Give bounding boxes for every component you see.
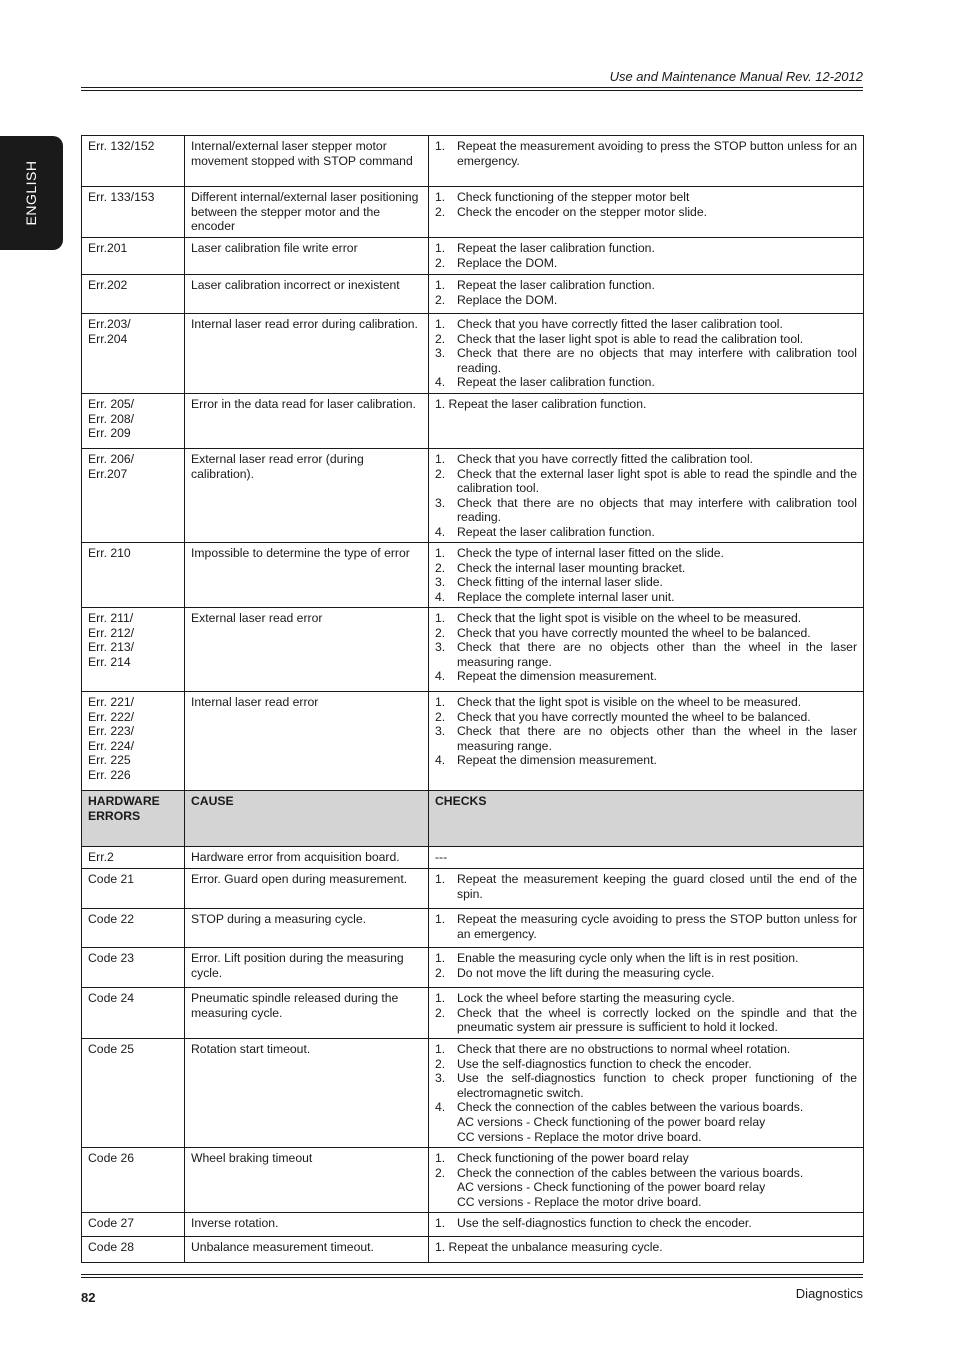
check-item: [435, 278, 857, 293]
error-code: Err.203/: [88, 317, 131, 331]
check-text: Replace the DOM.: [457, 292, 558, 307]
error-code: Code 26: [88, 1151, 135, 1165]
error-code: Code 23: [88, 951, 135, 965]
section-name: Diagnostics: [795, 1286, 863, 1301]
cause-text: Hardware error from acquisition board.: [191, 850, 400, 864]
checks-cell: [429, 187, 864, 238]
checks-cell: [429, 692, 864, 791]
cause-cell: [185, 449, 429, 543]
cause-cell: [185, 1213, 429, 1237]
check-text: Check that you have correctly mounted the wheel to be balanced.: [457, 709, 811, 724]
check-text: Enable the measuring cycle only when the lift is in rest position.: [457, 951, 799, 965]
header-cause: CAUSE: [185, 791, 429, 847]
check-text: Lock the wheel before starting the measuring cycle.: [457, 991, 735, 1005]
error-code-cell: [82, 869, 185, 909]
check-number: 2.: [435, 292, 446, 307]
error-code-cell: [82, 692, 185, 791]
check-item: [435, 1166, 857, 1210]
check-number: 1.: [435, 278, 446, 292]
check-text: Repeat the laser calibration function.: [457, 241, 655, 255]
cause-text: Internal laser read error: [191, 695, 319, 709]
table-row: [82, 1237, 864, 1263]
error-code: Err.207: [88, 466, 128, 481]
error-code: Err. 212/: [88, 625, 135, 640]
error-code-cell: [82, 948, 185, 988]
check-item: [435, 525, 857, 540]
check-number: 2.: [435, 625, 446, 640]
table-row: [82, 869, 864, 909]
check-number: 3.: [435, 640, 446, 655]
check-item: [435, 991, 857, 1006]
error-code: Code 24: [88, 991, 135, 1005]
table-row: [82, 692, 864, 791]
check-item: [435, 496, 857, 525]
checks-list: [435, 951, 857, 980]
error-code: Err. 213/: [88, 640, 135, 655]
check-text: Repeat the measurement avoiding to press the STOP button unless for an emergency.: [457, 139, 857, 168]
check-text: Check fitting of the internal laser slide.: [457, 575, 663, 590]
check-number: 1.: [435, 1216, 446, 1230]
error-code-cell: [82, 1237, 185, 1263]
check-text: Check that there are no objects that may interfere with calibration tool reading.: [457, 346, 857, 375]
cause-text: STOP during a measuring cycle.: [191, 912, 366, 926]
checks-cell: [429, 948, 864, 988]
table-row: [82, 1039, 864, 1148]
checks-list: [435, 546, 857, 604]
page-number: 82: [81, 1290, 96, 1305]
cause-text: Inverse rotation.: [191, 1216, 279, 1230]
language-tab: [0, 136, 63, 250]
cause-cell: [185, 314, 429, 394]
check-item: [435, 561, 857, 576]
error-code: Err. 222/: [88, 709, 135, 724]
check-text: Check that there are no obstructions to normal wheel rotation.: [457, 1042, 791, 1056]
error-code: Code 22: [88, 912, 135, 926]
cause-text: External laser read error: [191, 611, 323, 625]
check-item: [435, 1042, 857, 1057]
cause-cell: [185, 1039, 429, 1148]
check-text: AC versions - Check functioning of the power board relay: [457, 1180, 766, 1195]
error-code-cell: [82, 1148, 185, 1213]
cause-text: Error in the data read for laser calibration.: [191, 397, 416, 411]
check-number: 3.: [435, 1071, 446, 1086]
check-text: Check the connection of the cables between the various boards.: [457, 1100, 804, 1115]
error-code: Err. 206/: [88, 452, 135, 466]
check-item: [435, 467, 857, 496]
check-text: 1. Repeat the unbalance measuring cycle.: [435, 1240, 663, 1254]
check-item: [435, 375, 857, 390]
cause-text: Pneumatic spindle released during the measuring cycle.: [191, 991, 399, 1020]
table-row: [82, 988, 864, 1039]
cause-cell: [185, 136, 429, 187]
error-code-cell: [82, 136, 185, 187]
cause-cell: [185, 1148, 429, 1213]
check-number: 1.: [435, 872, 446, 886]
check-text: ---: [435, 850, 448, 864]
check-number: 2.: [435, 965, 446, 980]
check-number: 2.: [435, 560, 446, 575]
check-item: [435, 205, 857, 220]
check-item: [435, 912, 857, 941]
checks-list: [435, 241, 857, 270]
check-text: Check that there are no objects other than the wheel in the laser measuring range.: [457, 724, 857, 753]
error-code-cell: [82, 449, 185, 543]
error-code: Err.201: [88, 241, 128, 255]
check-item: [435, 695, 857, 710]
check-item: [435, 951, 857, 966]
error-code: Err. 224/: [88, 738, 135, 753]
error-code-cell: [82, 847, 185, 869]
check-text: Check that you have correctly fitted the laser calibration tool.: [457, 317, 783, 331]
check-text: Replace the complete internal laser unit.: [457, 589, 675, 604]
table-row: [82, 948, 864, 988]
error-code-cell: [82, 988, 185, 1039]
check-item: [435, 546, 857, 561]
table-row: [82, 608, 864, 692]
checks-cell: [429, 608, 864, 692]
checks-list: [435, 695, 857, 768]
error-code: Err. 221/: [88, 695, 135, 709]
check-number: 4.: [435, 375, 446, 390]
check-number: 3.: [435, 575, 446, 590]
check-text: Repeat the laser calibration function.: [457, 524, 655, 539]
check-text: AC versions - Check functioning of the power board relay: [457, 1114, 766, 1129]
checks-cell: [429, 1148, 864, 1213]
check-number: 4.: [435, 589, 446, 604]
hardware-errors-header: [82, 791, 864, 847]
check-item: [435, 626, 857, 641]
check-item: [435, 256, 857, 271]
error-code: Code 25: [88, 1042, 135, 1056]
check-item: [435, 872, 857, 901]
check-text: Repeat the dimension measurement.: [457, 753, 657, 768]
check-text: Repeat the laser calibration function.: [457, 278, 655, 292]
cause-cell: [185, 847, 429, 869]
check-number: 2.: [435, 255, 446, 270]
table-row: [82, 449, 864, 543]
check-text: Check that you have correctly mounted the wheel to be balanced.: [457, 625, 811, 640]
checks-list: [435, 1216, 857, 1231]
error-code: Err. 211/: [88, 611, 134, 625]
check-item: [435, 332, 857, 347]
check-text: Check that there are no objects that may interfere with calibration tool reading.: [457, 495, 857, 525]
check-item: [435, 724, 857, 753]
check-item: [435, 640, 857, 669]
error-code-cell: [82, 238, 185, 275]
check-number: 2.: [435, 709, 446, 724]
check-number: 2.: [435, 1165, 446, 1180]
check-text: Check that the wheel is correctly locked on the spindle and that the pneumatic system air pressure is sufficient to hold it locked.: [457, 1005, 857, 1035]
check-number: 3.: [435, 724, 446, 739]
header-rule: [81, 87, 863, 88]
checks-cell: [429, 543, 864, 608]
error-code: Code 27: [88, 1216, 135, 1230]
check-item: [435, 575, 857, 590]
check-item: [435, 293, 857, 308]
cause-text: Internal laser read error during calibration.: [191, 317, 418, 331]
check-number: 1.: [435, 1151, 446, 1165]
table-row: [82, 275, 864, 314]
check-text: Use the self-diagnostics function to check the encoder.: [457, 1056, 752, 1071]
checks-list: [435, 278, 857, 307]
check-item: [435, 753, 857, 768]
check-number: 1.: [435, 452, 446, 466]
checks-cell: [429, 449, 864, 543]
cause-text: Error. Guard open during measurement.: [191, 872, 408, 886]
error-code-cell: [82, 394, 185, 449]
check-text: Check functioning of the stepper motor belt: [457, 190, 690, 204]
cause-cell: [185, 394, 429, 449]
check-text: Check functioning of the power board relay: [457, 1151, 689, 1165]
error-code-cell: [82, 543, 185, 608]
error-code: Err.2: [88, 850, 114, 864]
error-code: Err. 214: [88, 654, 131, 669]
error-code: Err. 133/153: [88, 190, 155, 204]
check-text: Check the type of internal laser fitted on the slide.: [457, 546, 724, 560]
check-number: 1.: [435, 139, 446, 153]
check-number: 2.: [435, 1005, 446, 1020]
table-row: [82, 909, 864, 948]
error-code: Err. 210: [88, 546, 131, 560]
table-row: [82, 394, 864, 449]
checks-cell: [429, 314, 864, 394]
check-text: Check that the laser light spot is able to read the calibration tool.: [457, 331, 804, 346]
check-item: [435, 1151, 857, 1166]
error-code: Err. 225: [88, 753, 131, 768]
check-item: [435, 241, 857, 256]
check-item: [435, 1057, 857, 1072]
check-item: [435, 966, 857, 981]
check-text: Check that the light spot is visible on the wheel to be measured.: [457, 611, 802, 625]
error-code: Err. 209: [88, 426, 131, 441]
error-code: Err. 208/: [88, 411, 135, 426]
check-text: Repeat the measurement keeping the guard closed until the end of the spin.: [457, 872, 857, 901]
table-row: [82, 1148, 864, 1213]
cause-text: Unbalance measurement timeout.: [191, 1240, 374, 1254]
cause-cell: [185, 275, 429, 314]
check-number: 3.: [435, 346, 446, 361]
check-number: 4.: [435, 524, 446, 539]
error-code-cell: [82, 1213, 185, 1237]
check-text: Check the internal laser mounting bracket.: [457, 560, 686, 575]
error-code-cell: [82, 275, 185, 314]
error-code: Code 21: [88, 872, 135, 886]
checks-cell: [429, 988, 864, 1039]
diagnostics-table-body: [82, 136, 864, 1263]
check-item: [435, 1071, 857, 1100]
check-item: [435, 139, 857, 168]
check-item: [435, 452, 857, 467]
cause-cell: [185, 988, 429, 1039]
error-code: Code 28: [88, 1240, 135, 1254]
check-item: [435, 710, 857, 725]
checks-cell: [429, 394, 864, 449]
check-item: [435, 1100, 857, 1144]
cause-text: Internal/external laser stepper motor movement stopped with STOP command: [191, 139, 413, 168]
checks-list: [435, 991, 857, 1035]
checks-cell: [429, 275, 864, 314]
table-row: [82, 136, 864, 187]
table-row: [82, 187, 864, 238]
header-title: Use and Maintenance Manual Rev. 12-2012: [609, 69, 863, 84]
check-text: CC versions - Replace the motor drive board.: [457, 1129, 702, 1144]
check-item: [435, 669, 857, 684]
check-text: Repeat the measuring cycle avoiding to press the STOP button unless for an emergency.: [457, 912, 857, 941]
error-code: Err.202: [88, 278, 128, 292]
error-code-cell: [82, 187, 185, 238]
table-row: [82, 543, 864, 608]
diagnostics-table: [81, 135, 864, 1263]
error-code: Err. 226: [88, 767, 131, 782]
cause-cell: [185, 692, 429, 791]
check-number: 1.: [435, 951, 446, 965]
checks-cell: [429, 909, 864, 948]
check-item: [435, 611, 857, 626]
check-item: [435, 190, 857, 205]
error-code: Err. 132/152: [88, 139, 155, 153]
check-number: 2.: [435, 1056, 446, 1071]
checks-cell: [429, 1237, 864, 1263]
cause-cell: [185, 1237, 429, 1263]
checks-list: [435, 1151, 857, 1209]
check-number: 1.: [435, 1042, 446, 1056]
header-hardware-errors: HARDWARE ERRORS: [82, 791, 185, 847]
check-text: Use the self-diagnostics function to check the encoder.: [457, 1216, 752, 1230]
cause-cell: [185, 948, 429, 988]
cause-text: Different internal/external laser positioning between the stepper motor and the encoder: [191, 190, 419, 234]
checks-cell: [429, 1213, 864, 1237]
check-item: [435, 1006, 857, 1035]
check-number: 1.: [435, 241, 446, 255]
check-number: 2.: [435, 466, 446, 481]
checks-cell: [429, 238, 864, 275]
check-item: [435, 346, 857, 375]
check-number: 1.: [435, 190, 446, 204]
cause-cell: [185, 238, 429, 275]
checks-list: [435, 190, 857, 219]
check-number: 2.: [435, 331, 446, 346]
cause-text: Impossible to determine the type of error: [191, 546, 410, 560]
cause-cell: [185, 543, 429, 608]
check-text: Check that the light spot is visible on the wheel to be measured.: [457, 695, 802, 709]
header-checks: CHECKS: [429, 791, 864, 847]
check-item: [435, 590, 857, 605]
check-number: 3.: [435, 495, 446, 510]
error-code: Err. 205/: [88, 397, 135, 411]
checks-cell: [429, 869, 864, 909]
check-number: 1.: [435, 317, 446, 331]
check-text: 1. Repeat the laser calibration function.: [435, 397, 647, 411]
check-text: Check the encoder on the stepper motor slide.: [457, 204, 707, 219]
checks-list: [435, 1042, 857, 1144]
check-number: 1.: [435, 611, 446, 625]
footer-rule-secondary: [81, 1277, 863, 1278]
cause-cell: [185, 909, 429, 948]
check-number: 1.: [435, 695, 446, 709]
check-text: Do not move the lift during the measuring cycle.: [457, 965, 715, 980]
cause-text: Laser calibration incorrect or inexistent: [191, 278, 400, 292]
language-tab-label: ENGLISH: [23, 160, 39, 226]
cause-cell: [185, 608, 429, 692]
table-row: [82, 314, 864, 394]
check-text: Check that you have correctly fitted the calibration tool.: [457, 452, 754, 466]
error-code-cell: [82, 1039, 185, 1148]
check-item: [435, 317, 857, 332]
check-text: Use the self-diagnostics function to check proper functioning of the electromagnetic switch.: [457, 1071, 857, 1100]
error-code-cell: [82, 314, 185, 394]
check-number: 1.: [435, 546, 446, 560]
checks-list: [435, 139, 857, 168]
cause-cell: [185, 187, 429, 238]
checks-cell: [429, 1039, 864, 1148]
check-text: Check that the external laser light spot is able to read the spindle and the calibration tool.: [457, 466, 857, 496]
footer-rule: [81, 1274, 863, 1275]
error-code: Err.204: [88, 331, 128, 346]
checks-cell: [429, 847, 864, 869]
check-text: Repeat the laser calibration function.: [457, 375, 655, 390]
cause-text: Rotation start timeout.: [191, 1042, 311, 1056]
check-text: Check the connection of the cables between the various boards.: [457, 1165, 804, 1180]
cause-text: Laser calibration file write error: [191, 241, 358, 255]
error-code: Err. 223/: [88, 724, 135, 739]
checks-cell: [429, 136, 864, 187]
check-text: Replace the DOM.: [457, 255, 558, 270]
header-rule-secondary: [81, 90, 863, 91]
table-row: [82, 1213, 864, 1237]
check-item: [435, 1216, 857, 1231]
checks-list: [435, 912, 857, 941]
table-row: [82, 847, 864, 869]
cause-text: Wheel braking timeout: [191, 1151, 313, 1165]
check-number: 4.: [435, 669, 446, 684]
check-number: 2.: [435, 204, 446, 219]
table-row: [82, 238, 864, 275]
check-text: CC versions - Replace the motor drive board.: [457, 1194, 702, 1209]
error-code-cell: [82, 608, 185, 692]
error-code-cell: [82, 909, 185, 948]
checks-list: [435, 317, 857, 390]
check-number: 4.: [435, 1100, 446, 1115]
cause-text: Error. Lift position during the measuring cycle.: [191, 951, 404, 980]
cause-text: External laser read error (during calibration).: [191, 452, 364, 481]
cause-cell: [185, 869, 429, 909]
check-number: 4.: [435, 753, 446, 768]
checks-list: [435, 872, 857, 901]
check-text: Check that there are no objects other than the wheel in the laser measuring range.: [457, 640, 857, 669]
check-number: 1.: [435, 991, 446, 1005]
check-text: Repeat the dimension measurement.: [457, 669, 657, 684]
checks-list: [435, 452, 857, 540]
checks-list: [435, 611, 857, 684]
check-number: 1.: [435, 912, 446, 926]
